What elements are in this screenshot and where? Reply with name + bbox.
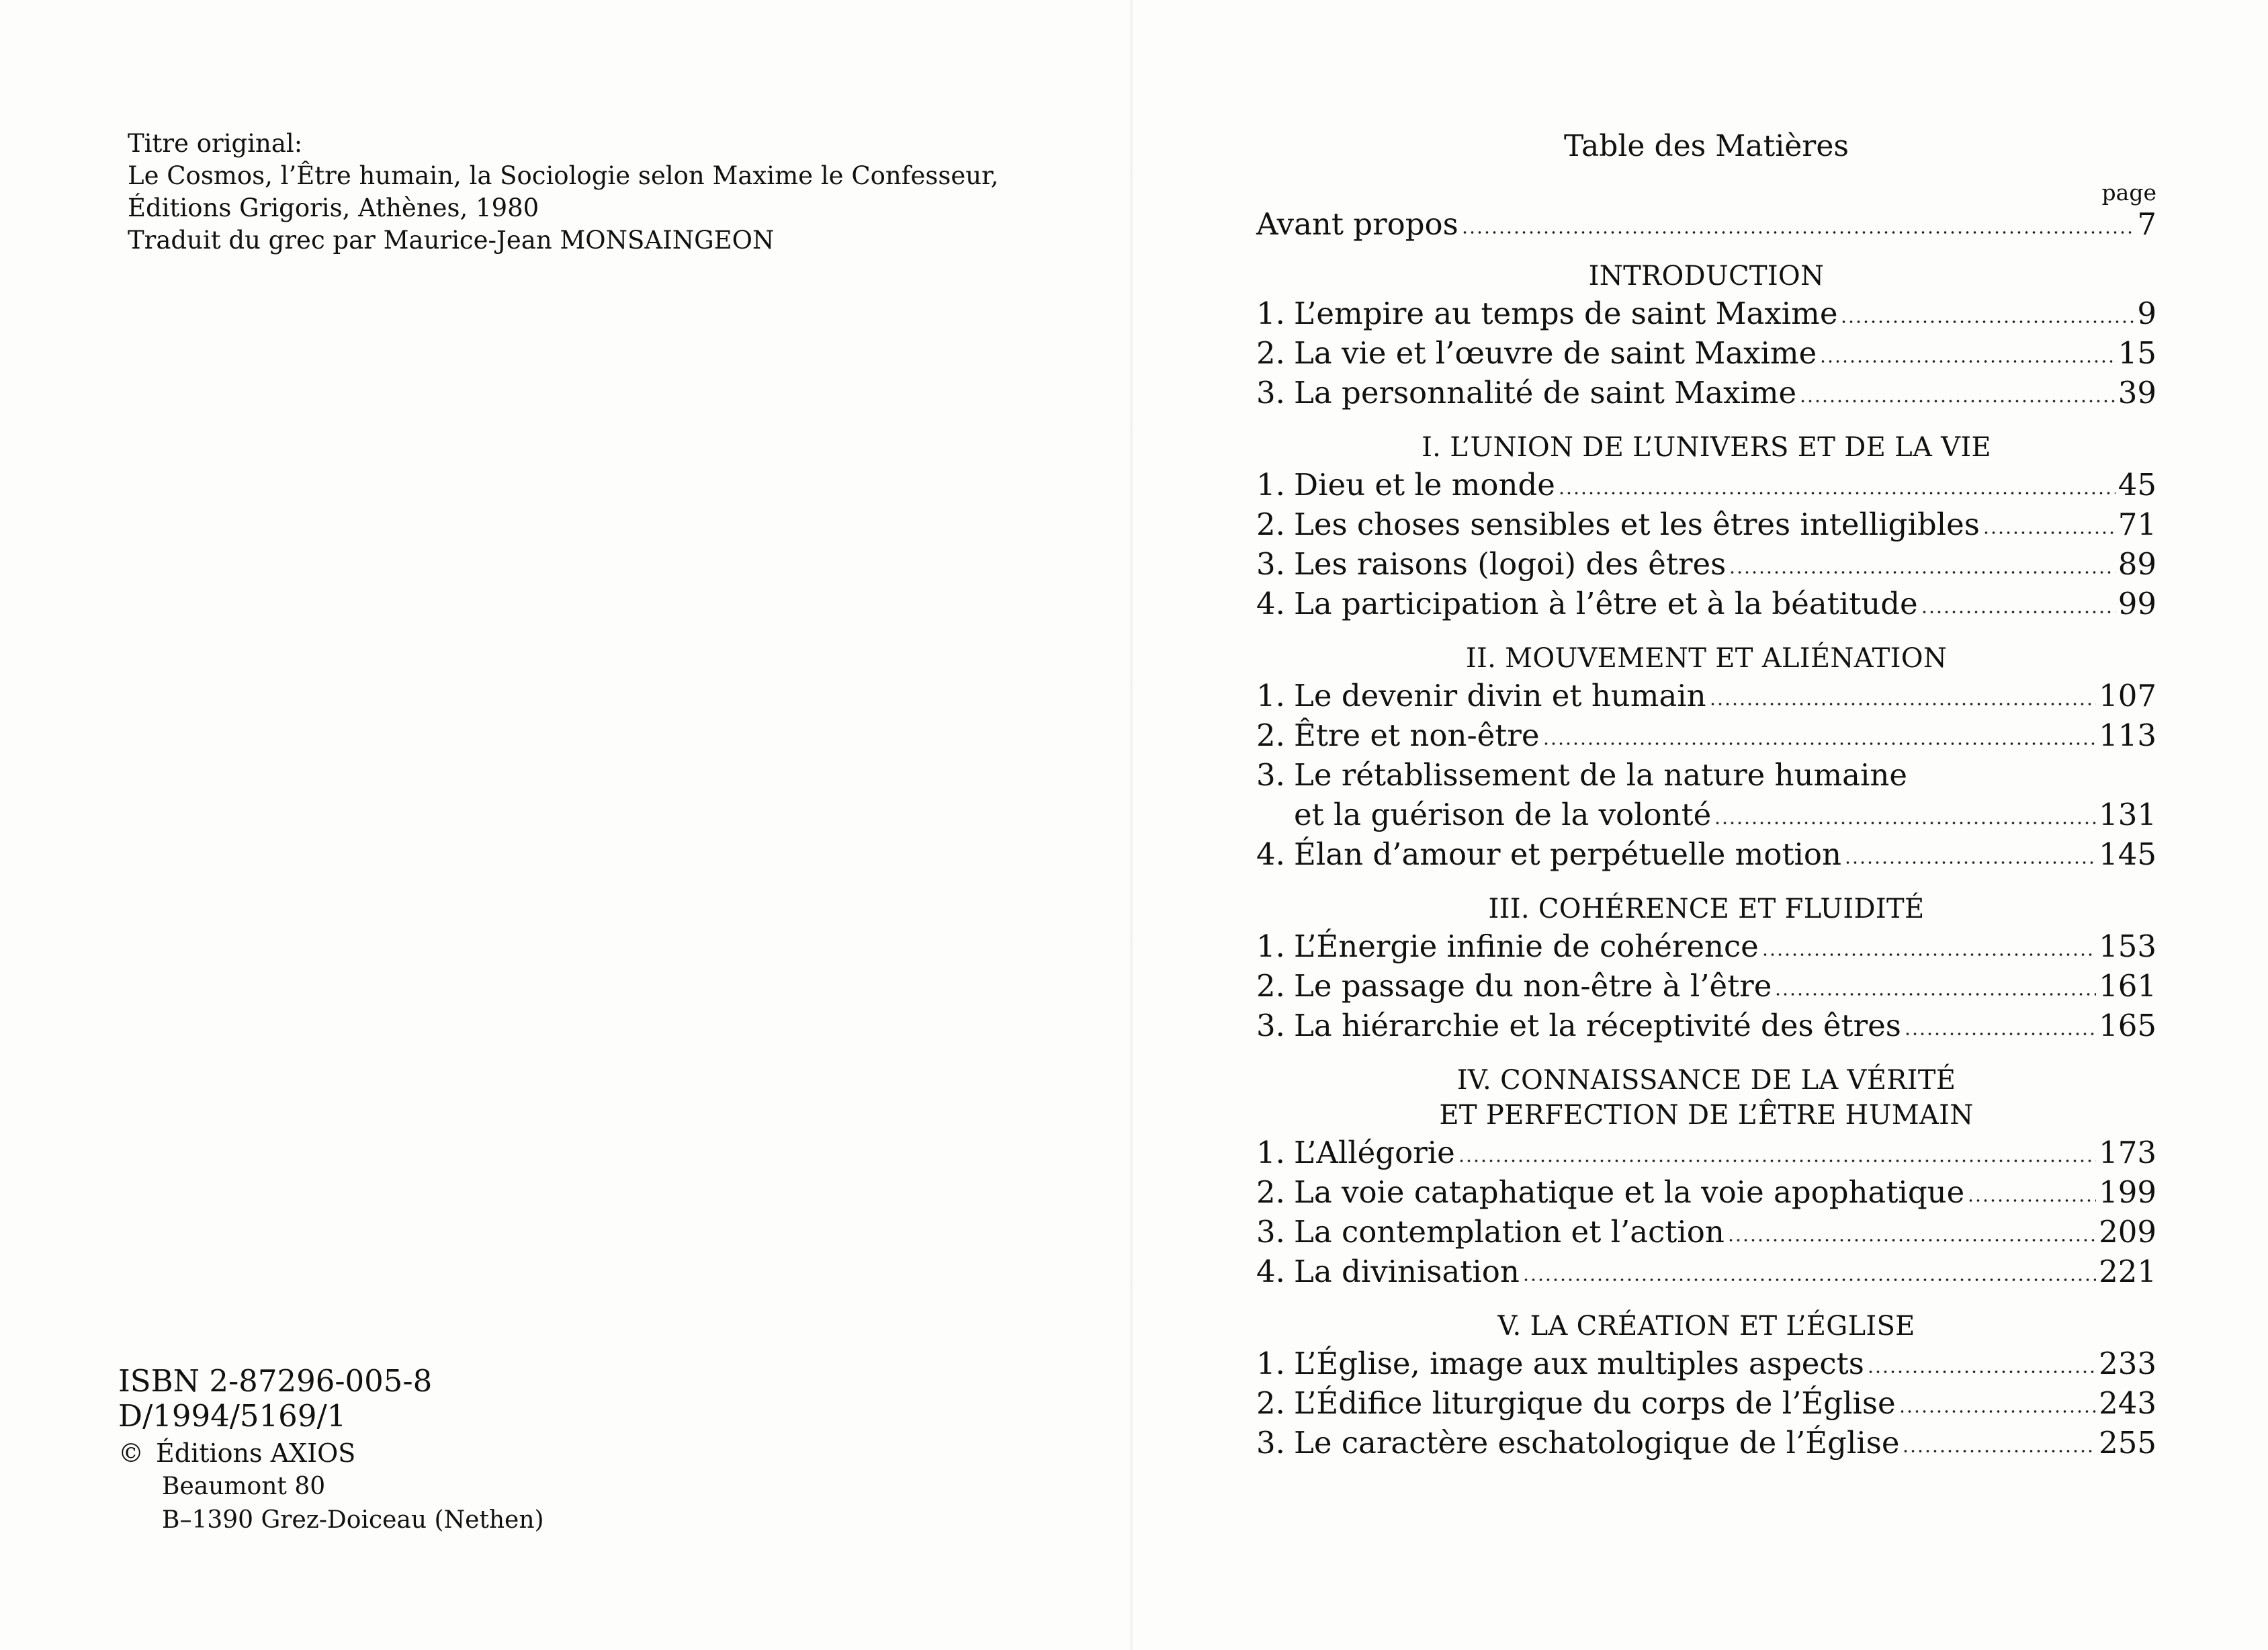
section-heading: III. COHÉRENCE ET FLUIDITÉ <box>1488 894 1925 924</box>
toc-entry-number: 2. <box>1256 335 1285 371</box>
dot-leader <box>1774 987 2096 996</box>
copyright-symbol: © <box>118 1438 144 1468</box>
toc-entry-page: 161 <box>2099 968 2156 1004</box>
toc-entry-label: La vie et l’œuvre de saint Maxime <box>1294 335 1817 371</box>
toc-entry-page: 15 <box>2118 335 2156 371</box>
imprint-block <box>118 1364 544 1537</box>
toc-title: Table des Matières <box>1564 129 1849 163</box>
toc-entry-label: Être et non-être <box>1294 718 1540 753</box>
credits-line: Titre original: <box>128 129 303 158</box>
toc-entry-label: La hiérarchie et la réceptivité des êtres <box>1294 1008 1901 1043</box>
toc-entry-number: 4. <box>1256 586 1285 621</box>
toc-entry-label: Dieu et le monde <box>1294 467 1555 503</box>
dot-leader <box>1558 486 2116 495</box>
toc-entry-continuation <box>1256 795 2156 834</box>
toc-entry <box>1256 926 2156 966</box>
toc-entry-label: La voie cataphatique et la voie apophatique <box>1294 1174 1965 1210</box>
toc-entry <box>1256 755 2156 795</box>
toc-entry-page: 233 <box>2099 1346 2156 1381</box>
toc-entry-label: L’Allégorie <box>1294 1135 1455 1170</box>
toc-entry-number: 2. <box>1256 507 1285 542</box>
isbn: ISBN 2-87296-005-8 <box>118 1363 433 1399</box>
toc-entry <box>1256 584 2156 623</box>
toc-entry-number: 2. <box>1256 968 1285 1004</box>
table-of-contents <box>1256 128 2156 1463</box>
dot-leader <box>1844 855 2096 865</box>
toc-entry-page: 209 <box>2099 1214 2156 1250</box>
toc-entry-number: 3. <box>1256 1008 1285 1043</box>
toc-entry-number: 1. <box>1256 1346 1285 1381</box>
toc-entry <box>1256 1383 2156 1423</box>
toc-entry-page: 131 <box>2099 797 2156 832</box>
section-heading: I. L’UNION DE L’UNIVERS ET DE LA VIE <box>1422 432 1991 463</box>
publisher-name: Éditions AXIOS <box>156 1438 356 1468</box>
toc-entry-number: 2. <box>1256 718 1285 753</box>
section-heading: II. MOUVEMENT ET ALIÉNATION <box>1465 643 1948 674</box>
toc-entry <box>1256 834 2156 874</box>
toc-entry <box>1256 715 2156 755</box>
credits-line: Le Cosmos, l’Être humain, la Sociologie selon Maxime le Confesseur, <box>128 161 999 190</box>
toc-entry-page: 9 <box>2137 296 2156 331</box>
dot-leader <box>1867 1364 2096 1374</box>
toc-entry <box>1256 1212 2156 1252</box>
toc-entry <box>1256 333 2156 373</box>
toc-entry-page: 199 <box>2099 1174 2156 1210</box>
dot-leader <box>1542 736 2097 746</box>
section-heading-line2: ET PERFECTION DE L’ÊTRE HUMAIN <box>1439 1100 1974 1131</box>
toc-entry-label: La divinisation <box>1294 1254 1520 1289</box>
dot-leader <box>1522 1272 2096 1282</box>
toc-entry <box>1256 1172 2156 1212</box>
toc-entry-number: 2. <box>1256 1385 1285 1421</box>
dot-leader <box>1461 225 2135 234</box>
section-heading: IV. CONNAISSANCE DE LA VÉRITÉ <box>1456 1065 1956 1096</box>
dot-leader <box>1727 1233 2096 1242</box>
toc-entry-page: 221 <box>2099 1254 2156 1289</box>
toc-entry-number: 1. <box>1256 1135 1285 1170</box>
dot-leader <box>1761 947 2096 957</box>
section-heading: V. LA CRÉATION ET L’ÉGLISE <box>1497 1311 1915 1342</box>
dot-leader <box>1967 1193 2096 1203</box>
toc-entry-number: 3. <box>1256 757 1285 793</box>
toc-entry-page: 153 <box>2099 928 2156 964</box>
toc-entry-label: Le rétablissement de la nature humaine <box>1294 757 1908 793</box>
toc-entry-number: 4. <box>1256 836 1285 872</box>
toc-entry-page: 99 <box>2118 586 2156 621</box>
toc-entry-page: 7 <box>2137 206 2156 242</box>
toc-entry-label: et la guérison de la volonté <box>1294 797 1712 832</box>
dot-leader <box>1819 354 2116 363</box>
dot-leader <box>1904 1027 2096 1036</box>
toc-entry-page: 71 <box>2118 507 2156 542</box>
toc-entry-avant-propos <box>1256 204 2156 244</box>
toc-entry-page: 39 <box>2118 375 2156 410</box>
toc-entry <box>1256 544 2156 584</box>
toc-entry-page: 255 <box>2099 1425 2156 1461</box>
toc-entry-page: 89 <box>2118 546 2156 582</box>
toc-entry-page: 173 <box>2099 1135 2156 1170</box>
toc-entry-page: 113 <box>2099 718 2156 753</box>
credits-block <box>128 128 998 257</box>
toc-entry-number: 2. <box>1256 1174 1285 1210</box>
toc-entry <box>1256 1252 2156 1291</box>
toc-entry-label: La personnalité de saint Maxime <box>1294 375 1797 410</box>
dot-leader <box>1902 1444 2096 1453</box>
toc-entry <box>1256 1344 2156 1383</box>
toc-entry <box>1256 373 2156 412</box>
toc-entry-number: 1. <box>1256 678 1285 713</box>
toc-entry-label: L’Énergie infinie de cohérence <box>1294 928 1759 964</box>
toc-entry <box>1256 294 2156 333</box>
toc-entry-page: 45 <box>2118 467 2156 503</box>
toc-entry-label: Les raisons (logoi) des êtres <box>1294 546 1727 582</box>
toc-entry-label: La contemplation et l’action <box>1294 1214 1725 1250</box>
page-column-header: page <box>2101 179 2156 206</box>
toc-entry-page: 145 <box>2099 836 2156 872</box>
address-line: B–1390 Grez-Doiceau (Nethen) <box>162 1506 544 1534</box>
credits-line: Éditions Grigoris, Athènes, 1980 <box>128 193 539 222</box>
address-line: Beaumont 80 <box>162 1473 326 1500</box>
toc-entry <box>1256 676 2156 715</box>
toc-entry-number: 3. <box>1256 375 1285 410</box>
toc-entry-page: 107 <box>2099 678 2156 713</box>
dot-leader <box>1799 394 2116 403</box>
toc-entry-number: 3. <box>1256 1214 1285 1250</box>
toc-entry-page: 243 <box>2099 1385 2156 1421</box>
section-heading: INTRODUCTION <box>1588 261 1825 292</box>
toc-entry-number: 3. <box>1256 546 1285 582</box>
toc-entry-number: 1. <box>1256 467 1285 503</box>
toc-entry-label: L’Édifice liturgique du corps de l’Église <box>1294 1385 1896 1421</box>
toc-entry <box>1256 966 2156 1006</box>
toc-entry-label: Les choses sensibles et les êtres intelligibles <box>1294 507 1980 542</box>
toc-entry <box>1256 1423 2156 1463</box>
dot-leader <box>1840 314 2134 324</box>
dot-leader <box>1982 525 2116 535</box>
toc-entry-label: Avant propos <box>1256 206 1458 242</box>
dot-leader <box>1709 697 2096 706</box>
credits-line: Traduit du grec par Maurice-Jean MONSAINGEON <box>128 226 775 255</box>
toc-entry-label: Le devenir divin et humain <box>1294 678 1706 713</box>
toc-entry-page: 165 <box>2099 1008 2156 1043</box>
toc-entry-label: Élan d’amour et perpétuelle motion <box>1294 836 1841 872</box>
toc-entry-number: 1. <box>1256 296 1285 331</box>
dot-leader <box>1899 1404 2097 1414</box>
toc-entry-label: Le caractère eschatologique de l’Église <box>1294 1425 1900 1461</box>
page-gutter <box>1129 0 1133 1650</box>
toc-entry <box>1256 465 2156 505</box>
toc-entry-number: 4. <box>1256 1254 1285 1289</box>
toc-entry-label: La participation à l’être et à la béatitude <box>1294 586 1918 621</box>
publisher-line <box>118 1436 544 1470</box>
legal-deposit: D/1994/5169/1 <box>118 1398 347 1434</box>
toc-entry-number: 1. <box>1256 928 1285 964</box>
toc-entry-label: L’empire au temps de saint Maxime <box>1294 296 1838 331</box>
toc-entry <box>1256 1133 2156 1172</box>
toc-entry-label: Le passage du non-être à l’être <box>1294 968 1772 1004</box>
toc-entry <box>1256 505 2156 544</box>
toc-entry <box>1256 1006 2156 1045</box>
dot-leader <box>1729 565 2116 574</box>
dot-leader <box>1921 605 2116 614</box>
dot-leader <box>1714 816 2096 825</box>
toc-entry-number: 3. <box>1256 1425 1285 1461</box>
dot-leader <box>1458 1154 2096 1163</box>
toc-entry-label: L’Église, image aux multiples aspects <box>1294 1346 1864 1381</box>
